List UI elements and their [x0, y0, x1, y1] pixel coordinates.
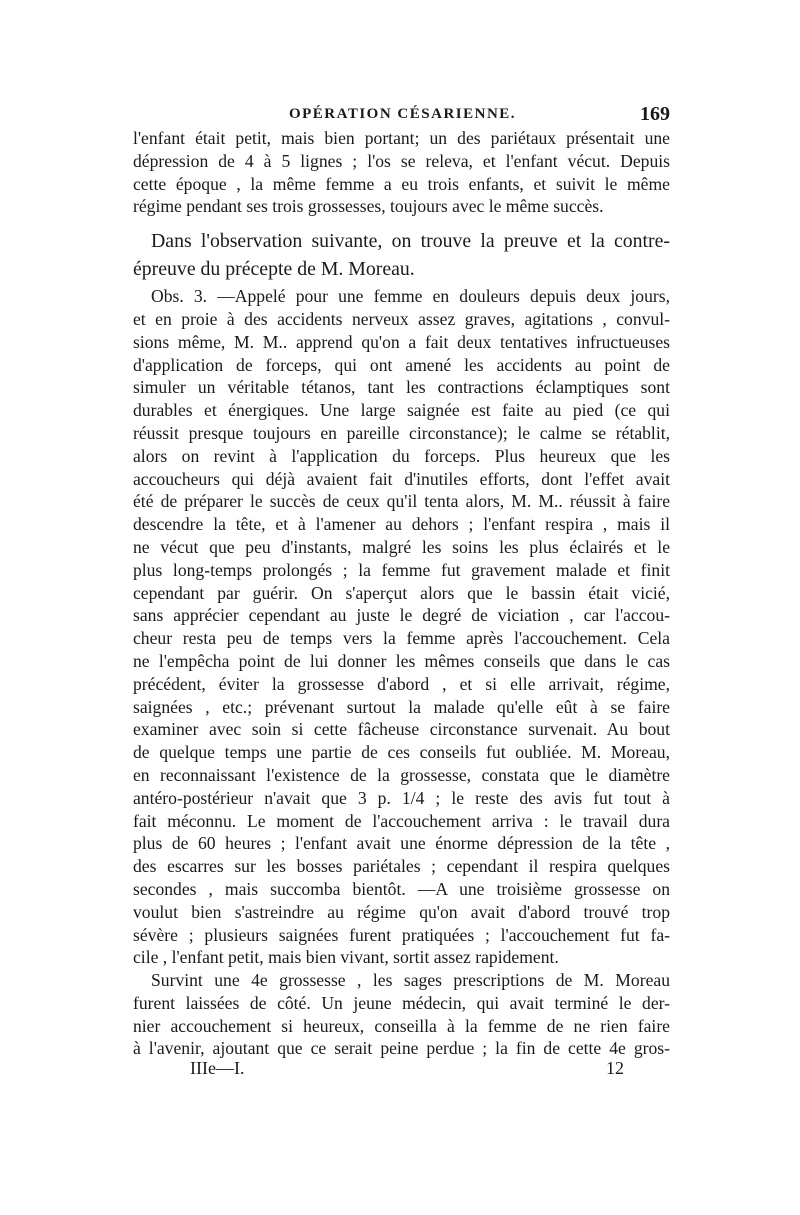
text-line: régime pendant ses trois grossesses, toujours avec le même succès.: [133, 196, 604, 217]
paragraph-intro: [133, 227, 670, 283]
text-line: en reconnaissant l'existence de la grossesse, constata que le diamètre: [133, 764, 670, 785]
text-line: alors on revint à l'application du forceps. Plus heureux que les: [133, 445, 670, 466]
text-line: réussit presque toujours en pareille circonstance); le calme se rétablit,: [133, 422, 670, 443]
page-number: 169: [640, 103, 670, 125]
text-line: accoucheurs qui déjà avaient fait d'inutiles efforts, dont l'effet avait: [133, 468, 670, 489]
text-line: examiner avec soin si cette fâcheuse circonstance survenait. Au bout: [133, 719, 670, 740]
sheet-number: 12: [606, 1058, 624, 1078]
text-line: Dans l'observation suivante, on trouve la preuve et la contre-: [151, 230, 670, 253]
text-line: ne l'empêcha point de lui donner les mêmes conseils que dans le cas: [133, 650, 670, 671]
text-line: d'application de forceps, qui ont amené les accidents au point de: [133, 354, 670, 375]
text-line: été de préparer le succès de ceux qu'il tenta alors, M. M.. réussit à faire: [133, 491, 670, 512]
page-header: [135, 103, 670, 129]
text-line: durables et énergiques. Une large saignée est faite au pied (ce qui: [133, 400, 670, 421]
text-line: fait méconnu. Le moment de l'accouchement arriva : le travail dura: [133, 810, 670, 831]
text-line: précédent, éviter la grossesse d'abord , et si elle arrivait, régime,: [133, 673, 670, 694]
text-line: et en proie à des accidents nerveux assez graves, agitations , convul-: [133, 308, 670, 329]
text-line: l'enfant était petit, mais bien portant; un des pariétaux présentait une: [133, 128, 670, 148]
text-line: sévère ; plusieurs saignées furent pratiquées ; l'accouchement fut fa-: [133, 924, 670, 945]
text-line: furent laissées de côté. Un jeune médecin, qui avait terminé le der-: [133, 992, 670, 1013]
text-line: secondes , mais succomba bientôt. —A une troisième grossesse on: [133, 878, 670, 899]
text-line: Survint une 4e grossesse , les sages prescriptions de M. Moreau: [151, 970, 670, 991]
text-line: des escarres sur les bosses pariétales ; cependant il respira quelques: [133, 856, 670, 877]
text-line: plus de 60 heures ; l'enfant avait une énorme dépression de la tête ,: [133, 833, 670, 854]
text-line: simuler un véritable tétanos, tant les contractions éclamptiques sont: [133, 377, 670, 398]
text-line: Obs. 3. —Appelé pour une femme en douleurs depuis deux jours,: [151, 286, 670, 307]
text-line: à l'avenir, ajoutant que ce serait peine perdue ; la fin de cette 4e gros-: [133, 1038, 670, 1059]
text-line: cile , l'enfant petit, mais bien vivant, sortit assez rapidement.: [133, 947, 559, 968]
text-line: antéro-postérieur n'avait que 3 p. 1/4 ; le reste des avis fut tout à: [133, 787, 670, 808]
text-line: voulut bien s'astreindre au régime qu'on avait d'abord trouvé trop: [133, 901, 670, 922]
text-line: cheur resta peu de temps vers la femme après l'accouchement. Cela: [133, 628, 670, 649]
text-line: nier accouchement si heureux, conseilla à la femme de ne rien faire: [133, 1015, 670, 1036]
signature-mark: IIIe—I.: [190, 1058, 245, 1078]
text-line: dépression de 4 à 5 lignes ; l'os se releva, et l'enfant vécut. Depuis: [133, 150, 670, 171]
paragraph-observation: [133, 285, 670, 969]
running-title: OPÉRATION CÉSARIENNE.: [288, 106, 517, 122]
text-line: épreuve du précepte de M. Moreau.: [133, 258, 415, 281]
paragraph-continuation: [133, 127, 670, 218]
text-line: plus long-temps prolongés ; la femme fut gravement malade et finit: [133, 559, 670, 580]
paragraph-fourth-pregnancy: [133, 969, 670, 1060]
text-line: sans apprécier cependant au juste le degré de viciation , car l'accou-: [133, 605, 670, 626]
text-line: ne vécut que peu d'instants, malgré les soins les plus éclairés et le: [133, 536, 670, 557]
body-text: [133, 127, 670, 1060]
text-line: de quelque temps une partie de ces conseils fut oubliée. M. Moreau,: [133, 742, 670, 763]
text-line: cette époque , la même femme a eu trois enfants, et suivit le même: [133, 173, 670, 194]
page-footer: [190, 1058, 630, 1084]
text-line: descendre la tête, et à l'amener au dehors ; l'enfant respira , mais il: [133, 514, 670, 535]
text-line: saignées , etc.; prévenant surtout la malade qu'elle eût à se faire: [133, 696, 670, 717]
text-line: cependant par guérir. On s'aperçut alors que le bassin était vicié,: [133, 582, 670, 603]
text-line: sions même, M. M.. apprend qu'on a fait deux tentatives infructueuses: [133, 331, 670, 352]
